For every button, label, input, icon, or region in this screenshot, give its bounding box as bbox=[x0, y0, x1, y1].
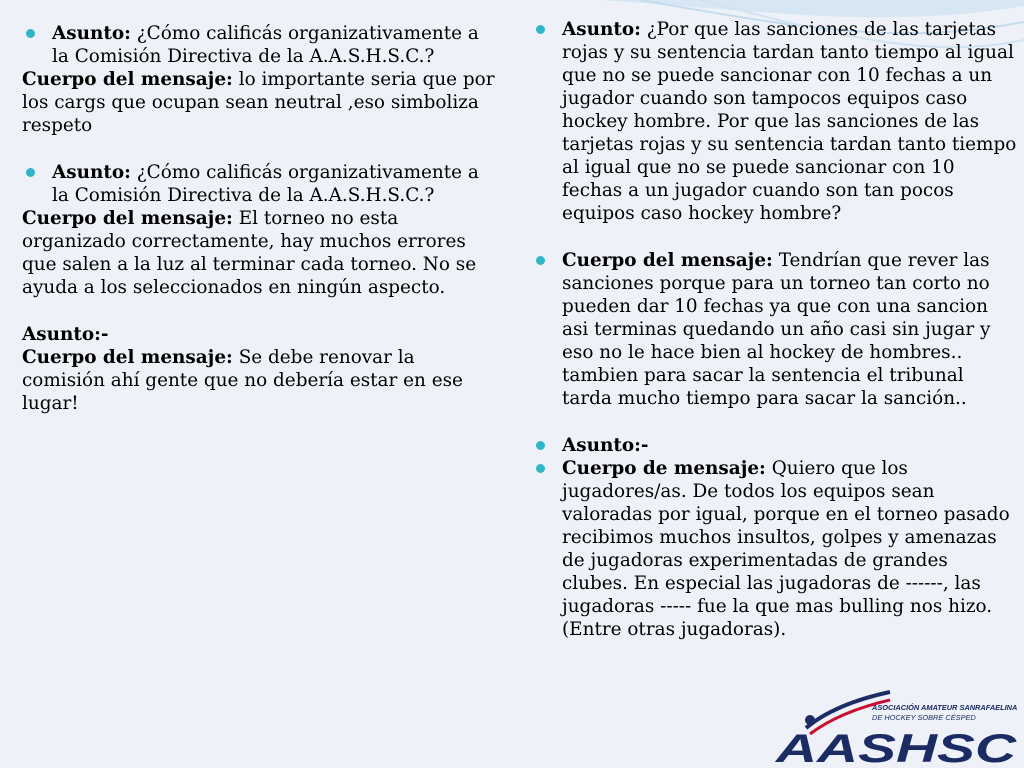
right-item-1-subject bbox=[532, 18, 1018, 225]
body-label: Cuerpo del mensaje: bbox=[562, 250, 773, 271]
body-text: Se debe renovar la comisión ahí gente que no debería estar en ese lugar! bbox=[22, 347, 463, 414]
subject-text: ¿Cómo calificás organizativamente a la Comisión Directiva de la A.A.S.H.S.C.? bbox=[52, 162, 479, 206]
left-item-1-subject bbox=[22, 22, 500, 68]
subject-label: Asunto:- bbox=[562, 435, 649, 456]
right-item-2-subject bbox=[532, 434, 1018, 457]
subject-label: Asunto:- bbox=[22, 324, 109, 345]
subject-text: ¿Cómo calificás organizativamente a la Comisión Directiva de la A.A.S.H.S.C.? bbox=[52, 23, 479, 67]
logo-line-2: DE HOCKEY SOBRE CÉSPED bbox=[872, 713, 976, 722]
body-text: El torneo no esta organizado correctamente, hay muchos errores que salen a la luz al terminar cada torneo. No se ayuda a los seleccionados en ningún aspecto. bbox=[22, 208, 477, 298]
left-item-2-subject bbox=[22, 161, 500, 207]
body-text: lo importante seria que por los cargs que ocupan sean neutral ,eso simboliza respeto bbox=[22, 69, 495, 136]
subject-label: Asunto: bbox=[562, 19, 641, 40]
body-label: Cuerpo del mensaje: bbox=[22, 347, 233, 368]
subject-label: Asunto: bbox=[52, 23, 131, 44]
right-item-2-body bbox=[532, 457, 1018, 641]
left-column bbox=[22, 22, 500, 415]
right-item-1-body bbox=[532, 249, 1018, 410]
body-label: Cuerpo del mensaje: bbox=[22, 69, 233, 90]
left-item-3-subject bbox=[22, 323, 500, 346]
left-item-3-body bbox=[22, 346, 500, 415]
body-text: Tendrían que rever las sanciones porque para un torneo tan corto no pueden dar 10 fechas ya que con una sancion asi terminas quedando un año casi sin jugar y eso no le hace bien al hockey de hombres.. tambien para sacar la sentencia el tribunal tarda mucho tiempo para sacar la sanción.. bbox=[562, 250, 991, 409]
left-item-2-body bbox=[22, 207, 500, 299]
subject-label: Asunto: bbox=[52, 162, 131, 183]
body-label: Cuerpo de mensaje: bbox=[562, 458, 766, 479]
logo-line-1: ASOCIACIÓN AMATEUR SANRAFAELINA bbox=[872, 703, 1018, 712]
body-label: Cuerpo del mensaje: bbox=[22, 208, 233, 229]
right-column bbox=[532, 18, 1018, 641]
body-text: Quiero que los jugadores/as. De todos los equipos sean valoradas por igual, porque en el torneo pasado recibimos muchos insultos, golpes y amenazas de jugadoras experimentadas de grandes clubes. En especial las jugadoras de ------, las jugadoras ----- fue la que mas bulling nos hizo. (Entre otras jugadoras). bbox=[562, 458, 1010, 640]
left-item-1-body bbox=[22, 68, 500, 137]
subject-text: ¿Por que las sanciones de las tarjetas rojas y su sentencia tardan tanto tiempo al igual que no se puede sancionar con 10 fechas a un jugador cuando son tampocos equipos caso hockey hombre. Por que las sanciones de las tarjetas rojas y su sentencia tardan tanto tiempo al igual que no se puede sancionar con 10 fechas a un jugador cuando son tan pocos equipos caso hockey hombre? bbox=[562, 19, 1017, 224]
logo-wordmark: AASHSC bbox=[774, 727, 1018, 766]
aashsc-logo bbox=[770, 684, 1022, 766]
